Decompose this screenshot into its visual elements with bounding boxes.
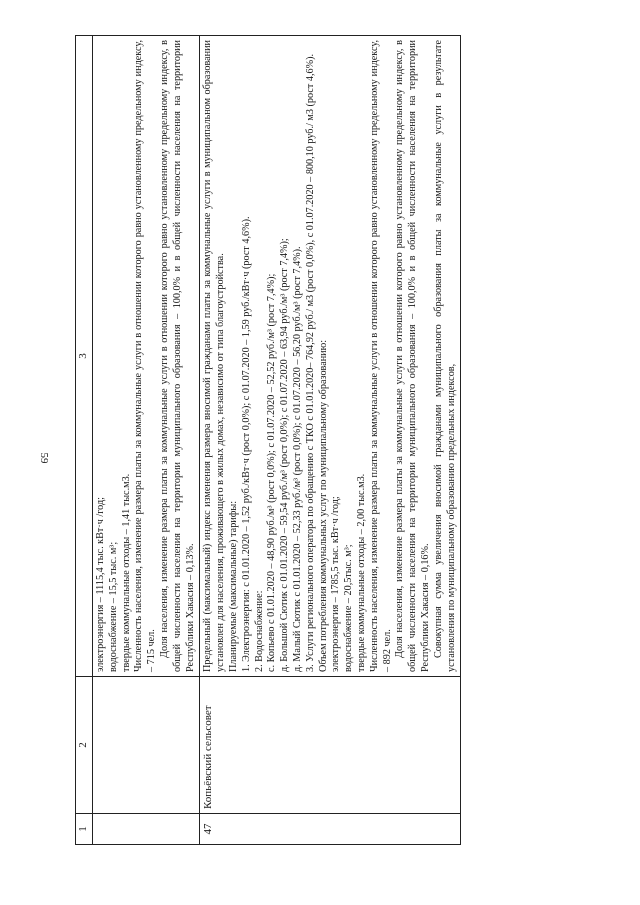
page-number: 59 bbox=[38, 452, 50, 464]
table-header-row bbox=[76, 36, 93, 845]
text-line: Доля населения, изменение размера платы за коммунальные услуги в отношении которого равно установленному предельному индексу, в общей численности населения на территории муниципального образования – 100,0% и в общей численности населения на территории Республики Хакасия – 0,13%. bbox=[158, 40, 196, 672]
municipality-cell bbox=[93, 677, 200, 814]
row-number-cell: 47 bbox=[200, 814, 461, 845]
text-line: с. Копьево с 01.01.2020 – 48,90 руб./м³ (рост 0,0%); с 01.07.2020 – 52,52 руб./м³ (рост 7,4%); bbox=[266, 273, 278, 672]
table-row-continued bbox=[93, 36, 200, 845]
rotated-page-table bbox=[75, 35, 565, 845]
header-col-1: 1 bbox=[76, 814, 93, 845]
tariff-table bbox=[75, 35, 461, 845]
text-line: Численность населения, изменение размера платы за коммунальные услуги в отношении которого равно установленному предельному индексу, – 715 чел. bbox=[133, 40, 158, 672]
text-line: д. Малый Сютик с 01.01.2020 – 52,33 руб./м³ (рост 0,0%); с 01.07.2020 – 56,20 руб./м³ (рост 7,4%). bbox=[291, 246, 303, 672]
text-line: 2. Водоснабжение: bbox=[253, 590, 265, 672]
table-row-47 bbox=[200, 36, 461, 845]
description-cell bbox=[200, 36, 461, 677]
text-line: водоснабжение – 20,5тыс. м³; bbox=[343, 544, 355, 672]
text-line: Численность населения, изменение размера платы за коммунальные услуги в отношении которого равно установленному предельному индексу, – 892 чел. bbox=[368, 40, 393, 672]
text-line: Предельный (максимальный) индекс изменения размера вносимой гражданами платы за коммунальные услуги в муниципальном образовании установлен для населения, проживающего в жилых домах, независимо от типа благоустройства. bbox=[202, 40, 227, 672]
text-line: Доля населения, изменение размера платы за коммунальные услуги в отношении которого равно установленному предельному индексу, в общей численности населения на территории муниципального образования – 100,0% и в общей численности населения на территории Республики Хакасия – 0,16%. bbox=[394, 40, 431, 672]
text-line: д. Большой Сютик с 01.01.2020 – 59,54 руб./м³ (рост 0,0%); с 01.07.2020 – 63,94 руб./м³ (рост 7,4%); bbox=[279, 238, 291, 672]
text-line: Объем потребления коммунальных услуг по муниципальному образованию: bbox=[317, 339, 329, 672]
text-line: Планируемые (максимальные) тарифы: bbox=[227, 500, 239, 672]
text-line: твердые коммунальные отходы – 2,00 тыс.м3. bbox=[355, 473, 367, 672]
text-line: электроэнергия – 1785,5 тыс. кВт·ч /год; bbox=[330, 496, 342, 672]
text-line: электроэнергия – 1115,4 тыс. кВт·ч /год; bbox=[95, 497, 106, 672]
municipality-cell: Копьёвский сельсовет bbox=[200, 677, 461, 814]
header-col-2: 2 bbox=[76, 677, 93, 814]
description-cell bbox=[93, 36, 200, 677]
text-line: 3. Услуги регионального оператора по обращению с ТКО с 01.01.2020– 764,92 руб./ м3 (рост 0,0%), с 01.07.2020 – 800,10 руб./ м3 (рост 4,6%). bbox=[304, 53, 316, 672]
text-line: Совокупная сумма увеличения вносимой гражданами муниципального образования платы за коммунальные услуги в результате установления по муниципальному образованию предельных индексов, bbox=[432, 40, 457, 672]
row-number-cell bbox=[93, 814, 200, 845]
header-col-3: 3 bbox=[76, 36, 93, 677]
text-line: твердые коммунальные отходы – 1,41 тыс.м3. bbox=[120, 473, 132, 672]
text-line: 1. Электроэнергия: с 01.01.2020 – 1,52 руб./кВт·ч (рост 0,0%); с 01.07.2020 – 1,59 руб./кВт·ч (рост 4,6%). bbox=[240, 216, 252, 672]
text-line: водоснабжение – 15,5 тыс. м³; bbox=[107, 541, 119, 672]
